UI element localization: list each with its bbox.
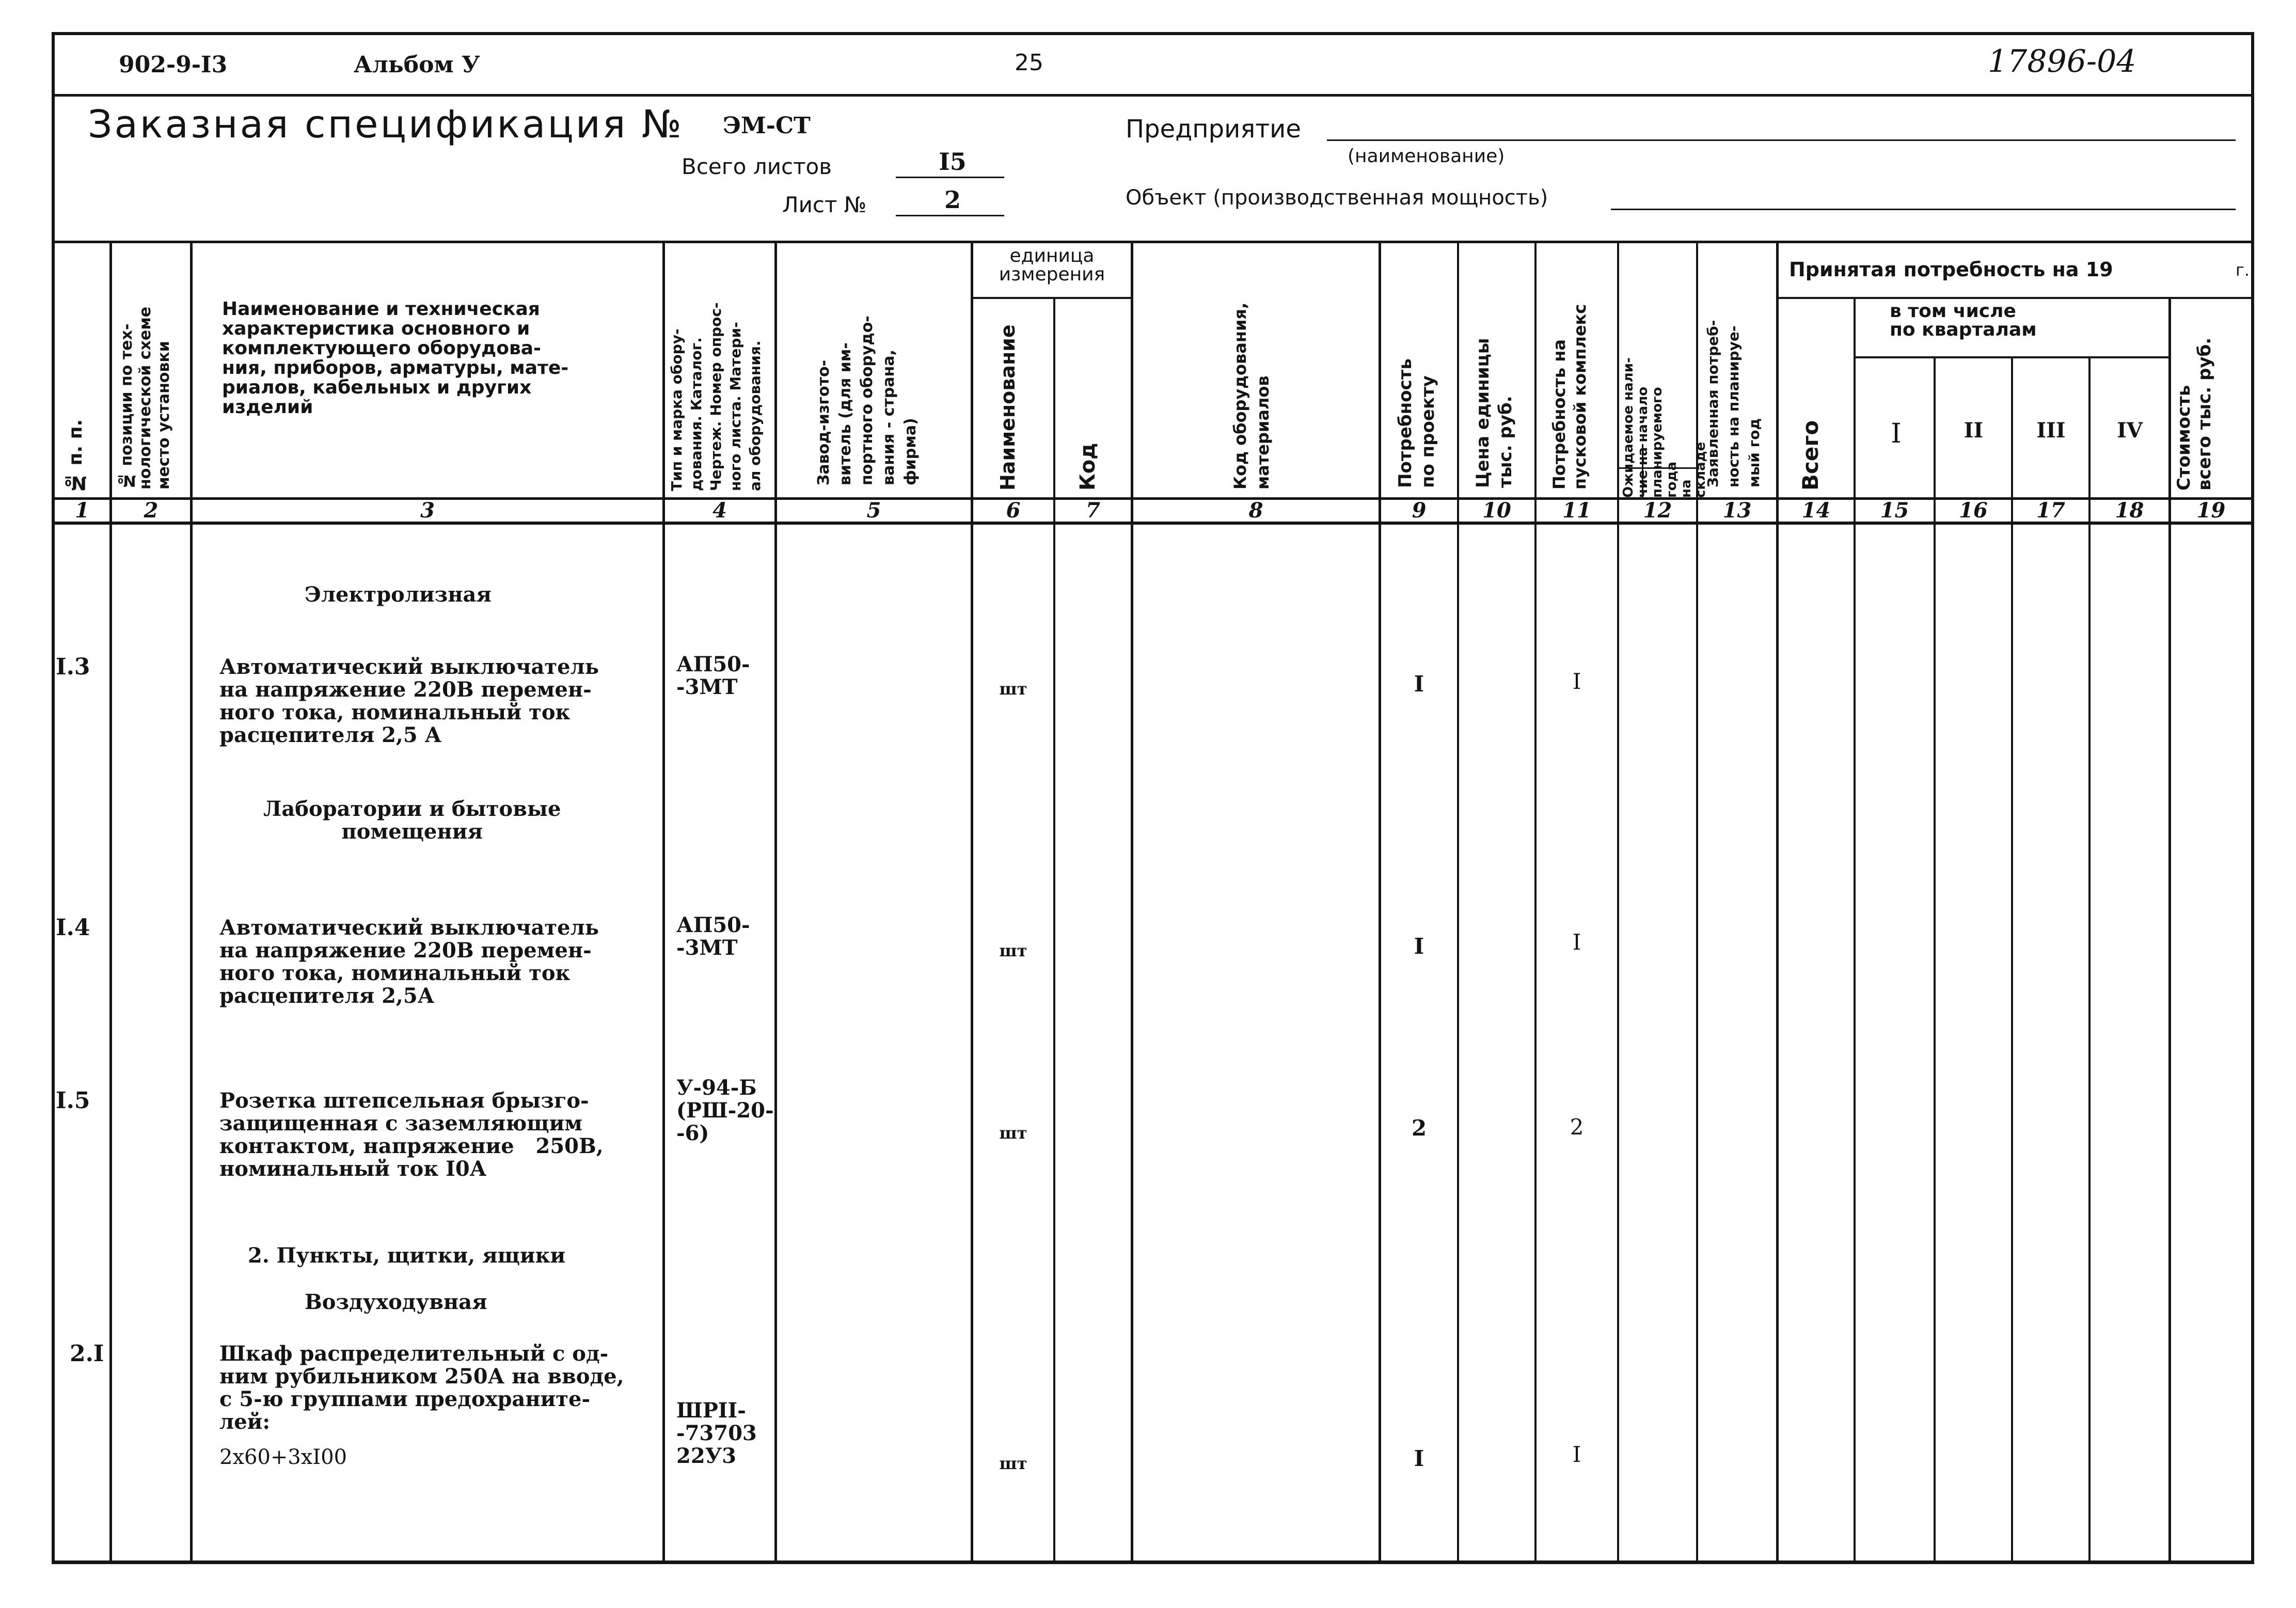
spec-title: Заказная спецификация № xyxy=(88,102,684,147)
col-header-10: Цена единицы тыс. руб. xyxy=(1472,338,1516,488)
row-unit: шт xyxy=(999,679,1027,699)
total-sheets-value: I5 xyxy=(939,148,967,176)
col-header-19: Стоимость всего тыс. руб. xyxy=(2174,337,2215,491)
col-number: 1 xyxy=(75,498,89,523)
col-number: 18 xyxy=(2115,498,2144,523)
row-type: АП50- -3МТ xyxy=(676,652,750,699)
accepted-suffix: г. xyxy=(2236,260,2250,280)
spec-code: ЭМ-СТ xyxy=(723,113,811,139)
section-heading: 2. Пункты, щитки, ящики xyxy=(248,1243,566,1268)
col-number: 6 xyxy=(1006,498,1021,523)
col-header-17: III xyxy=(2036,418,2066,443)
row-start-need: I xyxy=(1572,929,1581,955)
row-need: I xyxy=(1414,1446,1424,1471)
quarters-header: в том числе по кварталам xyxy=(1890,301,2037,340)
row-need: 2 xyxy=(1411,1115,1427,1141)
row-need: I xyxy=(1414,934,1424,959)
col-number: 9 xyxy=(1412,498,1427,523)
col-number: 5 xyxy=(866,498,881,523)
col-header-11: Потребность на пусковой комплекс xyxy=(1549,304,1590,490)
col-header-7: Код xyxy=(1076,443,1100,491)
row-type: У-94-Б (РШ-20- -6) xyxy=(676,1076,774,1145)
col-number: 14 xyxy=(1801,498,1831,523)
col-header-16: II xyxy=(1964,418,1984,443)
row-number: I.3 xyxy=(56,654,90,680)
row-number: I.5 xyxy=(56,1087,90,1114)
section-heading: Лаборатории и бытовые помещения xyxy=(263,797,561,844)
col-header-4: Тип и марка обору- дования. Каталог. Чертеж. Номер опрос- ного листа. Матери- ал оборудования. xyxy=(668,302,764,491)
col-number: 17 xyxy=(2036,498,2065,523)
col-header-3: Наименование и техническая характеристика основного и комплектующего оборудова- ния, приборов, арматуры, мате- риалов, кабельных и других изделий xyxy=(222,298,569,418)
row-specification: 2х60+3хI00 xyxy=(219,1445,347,1469)
row-number: 2.I xyxy=(70,1341,104,1367)
col-number: 4 xyxy=(712,498,727,523)
col-number: 7 xyxy=(1086,498,1100,523)
row-need: I xyxy=(1414,671,1424,697)
col-header-6: Наименование xyxy=(996,324,1019,491)
sheet-value: 2 xyxy=(944,186,961,214)
enterprise-hint: (наименование) xyxy=(1348,146,1505,167)
row-start-need: I xyxy=(1572,669,1581,694)
row-type: ШРII- -73703 22У3 xyxy=(676,1398,757,1468)
col-number: 2 xyxy=(144,498,159,523)
col-header-12: Ожидаемое нали- чие на начало планируемого года на складе xyxy=(1621,357,1708,498)
col-header-15: I xyxy=(1891,418,1902,449)
document-number: 17896-04 xyxy=(1988,43,2136,80)
col-header-18: IV xyxy=(2117,418,2143,443)
row-unit: шт xyxy=(999,941,1027,960)
row-unit: шт xyxy=(999,1123,1027,1143)
col-header-13: Заявленная потреб- ность на планируе- мый год xyxy=(1704,320,1763,487)
col-header-9: Потребность по проекту xyxy=(1395,358,1438,488)
col-number: 11 xyxy=(1562,498,1591,523)
sheet-label: Лист № xyxy=(782,192,867,217)
col-number: 10 xyxy=(1482,498,1511,523)
project-code: 902-9-I3 xyxy=(119,52,228,78)
col-number: 13 xyxy=(1722,498,1752,523)
row-type: АП50- -3МТ xyxy=(676,913,750,960)
col-number: 16 xyxy=(1959,498,1988,523)
row-start-need: 2 xyxy=(1570,1114,1584,1140)
col-header-1: № п. п. xyxy=(65,419,86,493)
album-label: Альбом У xyxy=(354,52,480,78)
col-header-14: Всего xyxy=(1798,420,1823,491)
row-unit: шт xyxy=(999,1454,1027,1473)
col-number: 15 xyxy=(1880,498,1909,523)
col-header-5: Завод-изгото- витель (для им- портного оборудо- вания - страна, фирма) xyxy=(815,316,920,485)
row-number: I.4 xyxy=(56,915,90,941)
page-number: 25 xyxy=(1015,50,1043,76)
unit-group-header: единица измерения xyxy=(999,245,1105,285)
row-description: Автоматический выключатель на напряжение 220В перемен- ного тока, номинальный ток расцепителя 2,5 А xyxy=(219,655,599,747)
col-header-2: № позиции по тех- нологической схеме место установки xyxy=(118,306,173,490)
section-heading: Электролизная xyxy=(305,582,492,607)
row-description: Шкаф распределительный с од- ним рубильником 250А на вводе, с 5-ю группами предохраните- лей: xyxy=(219,1342,624,1434)
section-heading: Воздуходувная xyxy=(305,1290,487,1314)
col-number: 19 xyxy=(2196,498,2226,523)
total-sheets-label: Всего листов xyxy=(682,154,832,179)
enterprise-label: Предприятие xyxy=(1126,115,1301,144)
col-number: 8 xyxy=(1248,498,1263,523)
col-number: 12 xyxy=(1643,498,1672,523)
col-number: 3 xyxy=(420,498,435,523)
object-label: Объект (производственная мощность) xyxy=(1126,186,1548,210)
accepted-header: Принятая потребность на 19 xyxy=(1789,258,2113,281)
row-description: Автоматический выключатель на напряжение 220В перемен- ного тока, номинальный ток расцепителя 2,5А xyxy=(219,916,599,1008)
row-start-need: I xyxy=(1572,1442,1581,1467)
row-description: Розетка штепсельная брызго- защищенная с заземляющим контактом, напряжение 250В, номинальный ток I0А xyxy=(219,1089,604,1181)
col-header-8: Код оборудования, материалов xyxy=(1230,302,1273,490)
